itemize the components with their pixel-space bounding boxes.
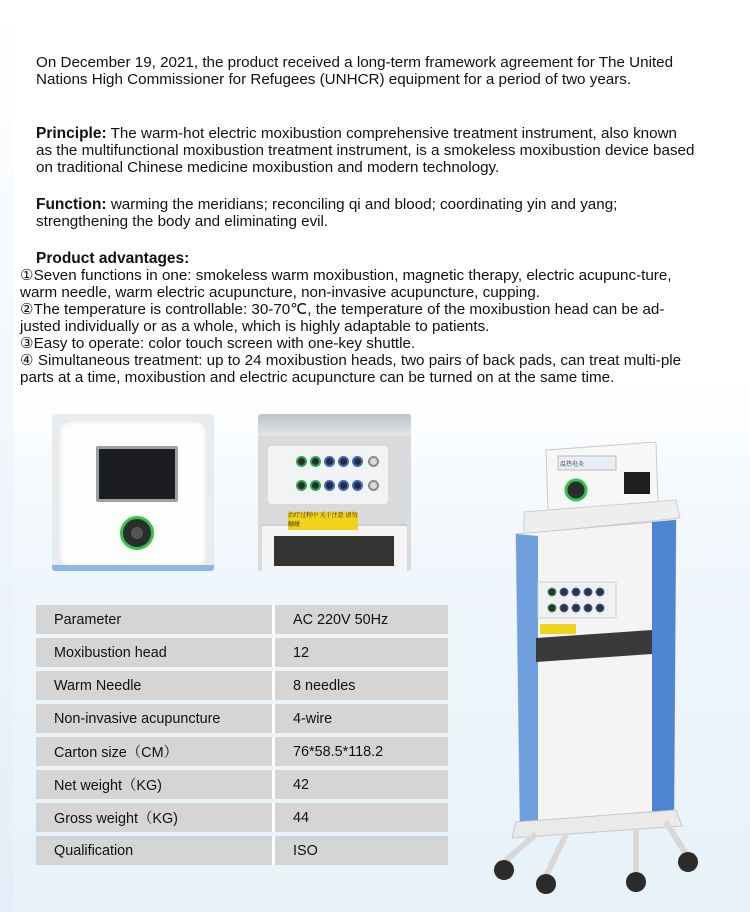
table-row	[36, 704, 448, 733]
table-row	[36, 605, 448, 634]
advantages-list	[20, 267, 700, 386]
device-top-edge	[258, 414, 411, 436]
output-jack	[296, 480, 307, 491]
blue-side-panel	[652, 520, 676, 812]
blue-trim	[52, 565, 214, 571]
output-jack	[324, 456, 335, 467]
output-jack	[338, 456, 349, 467]
output-jack	[324, 480, 335, 491]
table-row	[36, 803, 448, 832]
output-jack	[296, 456, 307, 467]
output-jack	[352, 480, 363, 491]
function-text: warming the meridians; reconciling qi and blood; coordinating yin and yang; strengthening the body and eliminating evil.	[36, 196, 618, 230]
param-cell: Non-invasive acupuncture	[36, 704, 272, 733]
output-jack	[572, 588, 580, 596]
value-cell: AC 220V 50Hz	[272, 605, 448, 634]
function-label: Function:	[36, 196, 107, 213]
param-cell: Qualification	[36, 836, 272, 865]
output-jack	[572, 604, 580, 612]
value-cell: 8 needles	[272, 671, 448, 700]
output-jacks-photo	[258, 414, 411, 571]
control-panel-photo	[52, 414, 214, 571]
jack-panel	[538, 582, 616, 618]
principle-label: Principle:	[36, 125, 107, 142]
page-edge-shade	[0, 0, 14, 912]
principle-text: The warm-hot electric moxibustion comprehensive treatment instrument, also known as the multifunctional moxibustion treatment instrument, is a smokeless moxibustion device based on traditional Chinese medicine moxibustion and modern technology.	[36, 125, 695, 176]
param-cell: Moxibustion head	[36, 638, 272, 667]
table-row	[36, 770, 448, 799]
table-row	[36, 671, 448, 700]
small-screen	[624, 472, 650, 494]
wheel	[678, 852, 698, 872]
table-row	[36, 638, 448, 667]
jack-panel	[268, 446, 388, 504]
moxibustion-machine-image	[476, 442, 716, 902]
advantages-title: Product advantages:	[36, 250, 190, 267]
output-jack	[596, 588, 604, 596]
param-cell: Parameter	[36, 605, 272, 634]
advantage-item: ①Seven functions in one: smokeless warm moxibustion, magnetic therapy, electric acupunc-ture, warm needle, warm electric acupuncture, non-invasive acupuncture, cupping.	[20, 267, 672, 301]
wheel	[536, 874, 556, 894]
param-cell: Carton size（CM）	[36, 737, 272, 766]
value-cell: 76*58.5*118.2	[272, 737, 448, 766]
drawer-opening	[274, 536, 394, 566]
advantage-item: ③Easy to operate: color touch screen with one-key shuttle.	[20, 335, 416, 352]
function-paragraph	[36, 196, 696, 230]
control-knob	[566, 480, 586, 500]
value-cell: 44	[272, 803, 448, 832]
table-row	[36, 737, 448, 766]
intro-paragraph: On December 19, 2021, the product received a long-term framework agreement for The United Nations High Commissioner for Refugees (UNHCR) equipment for a period of two years.	[36, 54, 674, 88]
advantage-item: ④ Simultaneous treatment: up to 24 moxibustion heads, two pairs of back pads, can treat multi-ple parts at a time, moxibustion and electric acupuncture can be turned on at the same time.	[20, 352, 682, 386]
wheel	[494, 860, 514, 880]
device-panel	[58, 420, 208, 568]
output-jack	[560, 588, 568, 596]
value-cell: 42	[272, 770, 448, 799]
output-jack	[584, 604, 592, 612]
warning-label: 治疗过程中 关于注意 请勿触碰	[288, 513, 358, 528]
output-jack	[310, 456, 321, 467]
spec-table	[36, 601, 448, 869]
param-cell: Gross weight（KG)	[36, 803, 272, 832]
warning-sticker	[540, 624, 576, 634]
shuttle-knob	[120, 516, 154, 550]
touch-screen	[96, 446, 178, 502]
principle-paragraph	[36, 125, 696, 176]
output-jack	[338, 480, 349, 491]
output-jack	[548, 604, 556, 612]
output-jack	[368, 456, 379, 467]
output-jack	[368, 480, 379, 491]
output-jack	[560, 604, 568, 612]
cart-leg	[504, 834, 536, 862]
wheel	[626, 872, 646, 892]
table-row	[36, 836, 448, 865]
value-cell: 4-wire	[272, 704, 448, 733]
advantage-item: ②The temperature is controllable: 30-70℃, the temperature of the moxibustion head can be ad-justed individually or as a whole, which is highly adaptable to patients.	[20, 301, 665, 335]
cart-leg	[546, 834, 566, 876]
output-jack	[352, 456, 363, 467]
value-cell: 12	[272, 638, 448, 667]
param-cell: Net weight（KG)	[36, 770, 272, 799]
output-jack	[310, 480, 321, 491]
output-jack	[584, 588, 592, 596]
output-jack	[548, 588, 556, 596]
value-cell: ISO	[272, 836, 448, 865]
output-jack	[596, 604, 604, 612]
device-label: 温热电灸	[560, 462, 585, 468]
param-cell: Warm Needle	[36, 671, 272, 700]
